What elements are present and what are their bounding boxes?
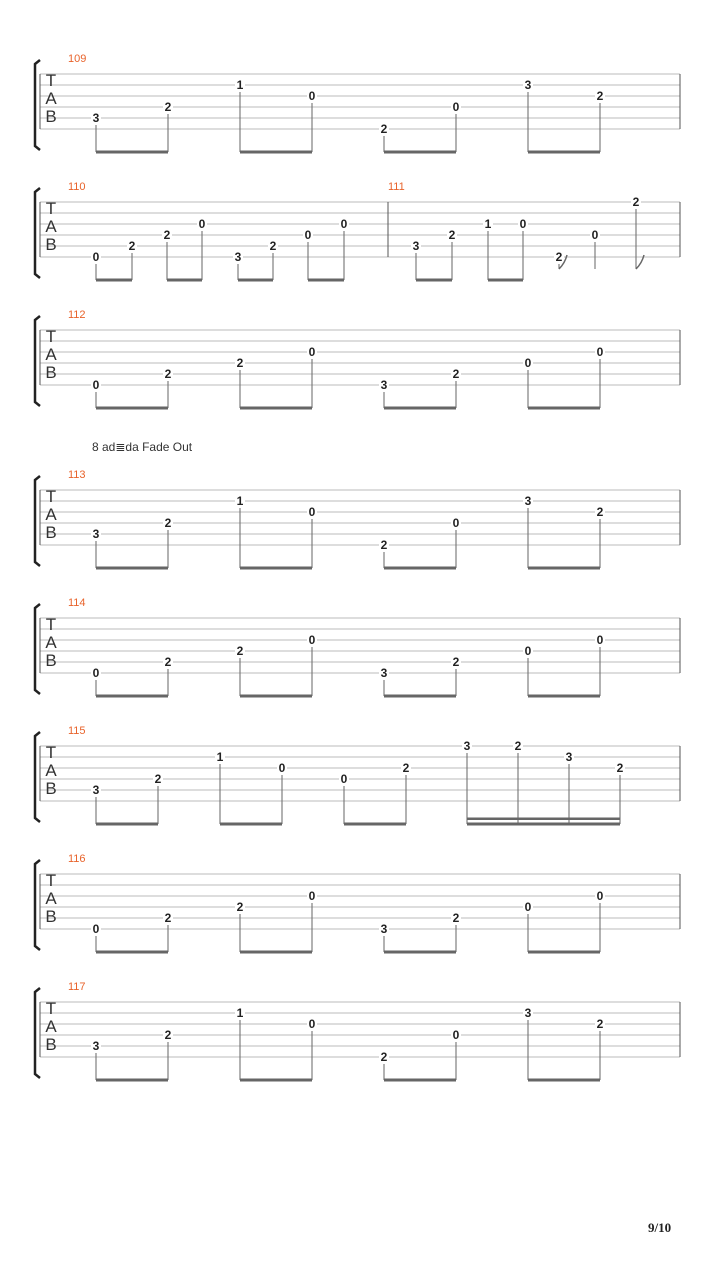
- system-bracket: [35, 316, 40, 406]
- tab-system: [35, 725, 680, 826]
- fret-number: 0: [92, 250, 100, 264]
- fret-number: 2: [154, 772, 162, 786]
- fret-number: 2: [402, 761, 410, 775]
- note-beam: [384, 407, 456, 410]
- measure-number: 117: [68, 981, 86, 993]
- tab-clef-letter: B: [45, 107, 57, 126]
- note-beam: [96, 823, 158, 826]
- measure-number: 110: [68, 181, 86, 193]
- fret-number: 2: [514, 739, 522, 753]
- note-beam: [240, 695, 312, 698]
- tab-clef-letter: T: [45, 743, 57, 762]
- measure-number: 116: [68, 853, 86, 865]
- fret-number: 2: [452, 367, 460, 381]
- fret-number: 2: [616, 761, 624, 775]
- fret-number: 0: [340, 217, 348, 231]
- fret-number: 3: [380, 378, 388, 392]
- tab-clef-letter: T: [45, 871, 57, 890]
- fret-number: 0: [308, 633, 316, 647]
- fret-number: 0: [92, 378, 100, 392]
- fret-number: 3: [380, 922, 388, 936]
- tab-clef-letter: B: [45, 363, 57, 382]
- fret-number: 3: [92, 527, 100, 541]
- fret-number: 3: [565, 750, 573, 764]
- fret-number: 2: [164, 911, 172, 925]
- fret-number: 3: [92, 783, 100, 797]
- note-beam: [96, 151, 168, 154]
- performance-annotation: 8 ad≣da Fade Out: [92, 440, 193, 454]
- fret-number: 1: [216, 750, 224, 764]
- fret-number: 2: [236, 644, 244, 658]
- note-beam: [96, 695, 168, 698]
- fret-number: 2: [236, 900, 244, 914]
- measure-number: 109: [68, 53, 87, 65]
- note-beam: [416, 279, 452, 282]
- fret-number: 0: [452, 516, 460, 530]
- note-beam: [220, 823, 282, 826]
- tab-clef-letter: T: [45, 999, 57, 1018]
- system-bracket: [35, 476, 40, 566]
- fret-number: 2: [236, 356, 244, 370]
- tab-clef-letter: B: [45, 651, 57, 670]
- measure-number: 111: [388, 181, 405, 193]
- fret-number: 2: [452, 911, 460, 925]
- note-beam: [167, 279, 202, 282]
- fret-number: 1: [236, 78, 244, 92]
- system-bracket: [35, 60, 40, 150]
- fret-number: 1: [236, 494, 244, 508]
- fret-number: 2: [380, 122, 388, 136]
- measure-number: 114: [68, 597, 86, 609]
- tab-clef-letter: A: [45, 633, 57, 652]
- fret-number: 2: [596, 89, 604, 103]
- tab-clef-letter: A: [45, 345, 57, 364]
- fret-number: 0: [92, 922, 100, 936]
- note-beam: [240, 951, 312, 954]
- fret-number: 0: [524, 644, 532, 658]
- fret-number: 0: [308, 345, 316, 359]
- fret-number: 0: [340, 772, 348, 786]
- fret-number: 2: [596, 1017, 604, 1031]
- fret-number: 1: [484, 217, 492, 231]
- tab-system: [35, 181, 680, 282]
- tab-clef-letter: T: [45, 487, 57, 506]
- measure-number: 115: [68, 725, 86, 737]
- tab-clef-letter: A: [45, 505, 57, 524]
- fret-number: 0: [308, 505, 316, 519]
- fret-number: 2: [164, 1028, 172, 1042]
- fret-number: 3: [380, 666, 388, 680]
- fret-number: 2: [164, 367, 172, 381]
- note-beam: [240, 407, 312, 410]
- note-beam: [528, 695, 600, 698]
- system-bracket: [35, 988, 40, 1078]
- fret-number: 3: [463, 739, 471, 753]
- note-beam: [308, 279, 344, 282]
- note-beam: [384, 151, 456, 154]
- tab-system: [35, 469, 680, 570]
- tab-clef-letter: T: [45, 199, 57, 218]
- note-beam: [528, 407, 600, 410]
- system-bracket: [35, 860, 40, 950]
- fret-number: 2: [452, 655, 460, 669]
- fret-number: 3: [234, 250, 242, 264]
- fret-number: 3: [92, 111, 100, 125]
- fret-number: 1: [236, 1006, 244, 1020]
- system-bracket: [35, 604, 40, 694]
- fret-number: 0: [596, 345, 604, 359]
- note-beam: [384, 951, 456, 954]
- note-beam: [488, 279, 523, 282]
- note-beam: [240, 567, 312, 570]
- tab-system: [35, 597, 680, 698]
- measure-number: 112: [68, 309, 86, 321]
- fret-number: 2: [632, 195, 640, 209]
- note-beam: [384, 695, 456, 698]
- fret-number: 0: [591, 228, 599, 242]
- tab-system: [35, 853, 680, 954]
- tab-clef-letter: B: [45, 1035, 57, 1054]
- tab-clef-letter: A: [45, 889, 57, 908]
- note-beam: [96, 1079, 168, 1082]
- page-number: 9/10: [648, 1220, 672, 1235]
- tab-clef-letter: B: [45, 235, 57, 254]
- note-beam: [467, 823, 620, 826]
- fret-number: 0: [452, 1028, 460, 1042]
- fret-number: 3: [92, 1039, 100, 1053]
- note-beam: [344, 823, 406, 826]
- fret-number: 2: [448, 228, 456, 242]
- tab-clef-letter: T: [45, 327, 57, 346]
- tab-system: [35, 981, 680, 1082]
- note-beam: [384, 1079, 456, 1082]
- fret-number: 0: [198, 217, 206, 231]
- note-beam: [240, 1079, 312, 1082]
- fret-number: 2: [596, 505, 604, 519]
- note-beam: [96, 567, 168, 570]
- note-beam: [96, 279, 132, 282]
- fret-number: 0: [524, 356, 532, 370]
- fret-number: 3: [524, 1006, 532, 1020]
- tab-system: [35, 53, 680, 154]
- fret-number: 2: [163, 228, 171, 242]
- note-beam: [96, 407, 168, 410]
- fret-number: 0: [278, 761, 286, 775]
- fret-number: 0: [519, 217, 527, 231]
- tab-clef-letter: A: [45, 217, 57, 236]
- note-beam: [240, 151, 312, 154]
- fret-number: 2: [128, 239, 136, 253]
- fret-number: 2: [164, 100, 172, 114]
- tab-clef-letter: B: [45, 907, 57, 926]
- system-bracket: [35, 732, 40, 822]
- tab-clef-letter: A: [45, 1017, 57, 1036]
- fret-number: 0: [596, 889, 604, 903]
- fret-number: 0: [524, 900, 532, 914]
- fret-number: 3: [524, 78, 532, 92]
- note-beam: [238, 279, 273, 282]
- fret-number: 2: [164, 655, 172, 669]
- fret-number: 2: [555, 250, 563, 264]
- fret-number: 0: [308, 889, 316, 903]
- fret-number: 2: [164, 516, 172, 530]
- note-beam: [528, 151, 600, 154]
- fret-number: 0: [92, 666, 100, 680]
- fret-number: 0: [596, 633, 604, 647]
- tab-clef-letter: T: [45, 71, 57, 90]
- fret-number: 2: [269, 239, 277, 253]
- fret-number: 3: [412, 239, 420, 253]
- fret-number: 0: [308, 89, 316, 103]
- fret-number: 0: [304, 228, 312, 242]
- fret-number: 0: [308, 1017, 316, 1031]
- tab-clef-letter: T: [45, 615, 57, 634]
- fret-number: 0: [452, 100, 460, 114]
- system-bracket: [35, 188, 40, 278]
- note-beam: [96, 951, 168, 954]
- fret-number: 2: [380, 538, 388, 552]
- tab-clef-letter: B: [45, 523, 57, 542]
- note-beam-secondary: [467, 818, 620, 821]
- note-beam: [384, 567, 456, 570]
- tab-clef-letter: B: [45, 779, 57, 798]
- fret-number: 2: [380, 1050, 388, 1064]
- note-beam: [528, 951, 600, 954]
- measure-number: 113: [68, 469, 86, 481]
- fret-number: 3: [524, 494, 532, 508]
- note-beam: [528, 567, 600, 570]
- tab-clef-letter: A: [45, 761, 57, 780]
- tab-clef-letter: A: [45, 89, 57, 108]
- note-beam: [528, 1079, 600, 1082]
- tab-system: [35, 309, 680, 410]
